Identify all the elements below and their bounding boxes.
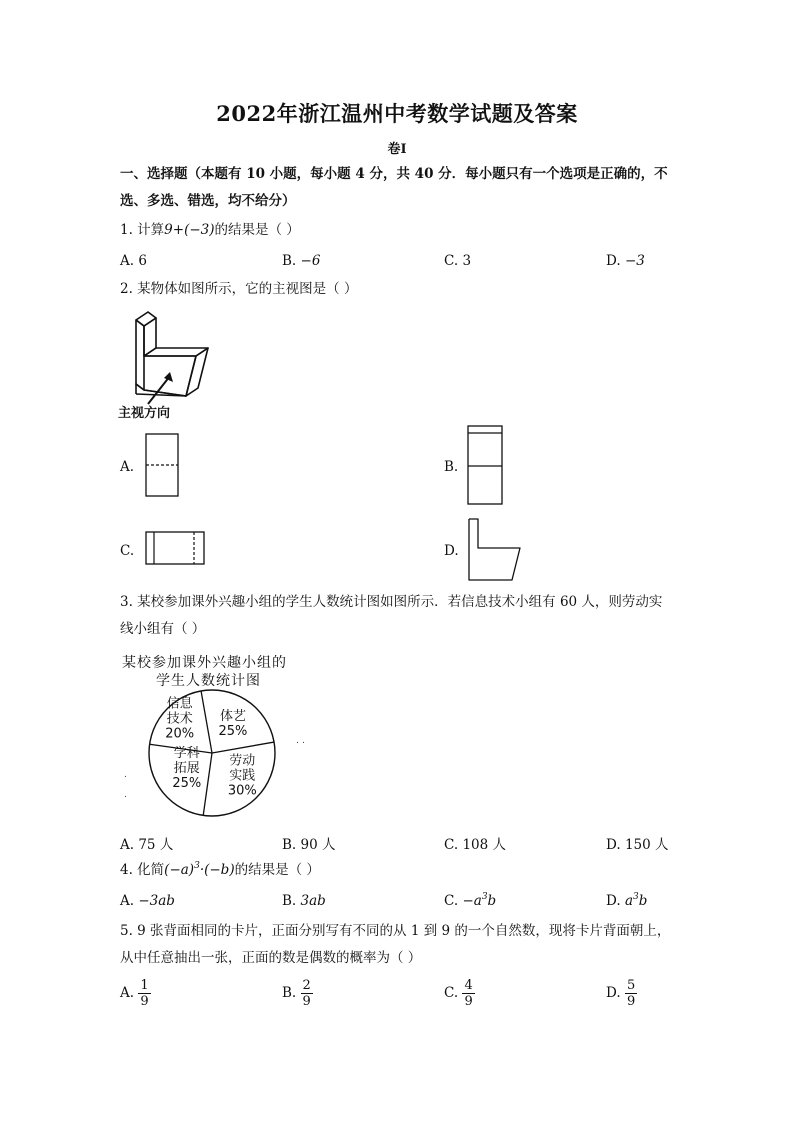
pie-slice-percent: 25% [218, 724, 248, 740]
q5-option-c[interactable] [444, 978, 475, 1009]
q3-option-c[interactable] [444, 833, 506, 853]
pie-slice-percent: 25% [172, 775, 202, 791]
q2-option-b-label[interactable]: B. [444, 459, 459, 475]
option-text: −3 [624, 253, 645, 269]
pie-slice-label: 拓展 [173, 760, 200, 776]
pie-slice-label: 技术 [166, 711, 193, 727]
option-label: D. [606, 893, 621, 909]
q4-expression: $(-a)^3\cdot(-b)$ [164, 861, 235, 878]
option-text: 3 [462, 253, 472, 269]
q2-option-d-figure[interactable] [466, 516, 524, 584]
pie-slice-boundary [212, 742, 274, 753]
q1-option-c[interactable] [444, 253, 471, 269]
q4-option-a[interactable] [120, 893, 175, 909]
option-label: C. [444, 985, 459, 1001]
option-text: 6 [138, 253, 147, 269]
q2-option-c-label[interactable]: C. [120, 543, 135, 559]
page-title: 2022年浙江温州中考数学试题及答案 [216, 101, 578, 126]
fraction: $\frac{5}{9}$ [626, 978, 636, 1009]
option-text: −3ab [138, 893, 175, 909]
option-text: $-a^3b$ [462, 892, 497, 909]
q1-option-b[interactable] [282, 253, 320, 269]
pie-slice-label: 学科 [173, 745, 200, 761]
option-label: A. [120, 985, 135, 1001]
question-3-stem-line1: 3. 某校参加课外兴趣小组的学生人数统计图如图所示．若信息技术小组有 60 人，则劳动实 [120, 594, 663, 610]
option-label: D. [606, 985, 621, 1001]
scan-mark: . [124, 790, 127, 800]
pie-slice-percent: 30% [227, 783, 257, 799]
option-label: B. [282, 893, 297, 909]
option-text: 75 人 [138, 837, 174, 853]
q2-option-d-label[interactable]: D. [444, 543, 459, 559]
q1-option-a[interactable] [120, 253, 147, 269]
option-label: C. [444, 837, 459, 853]
q2-option-b-figure[interactable] [466, 424, 506, 506]
q1-suffix: 的结果是（ ） [214, 222, 300, 238]
q5-option-b[interactable] [282, 978, 313, 1009]
question-4-stem [120, 861, 320, 881]
pie-slice-label: 实践 [229, 768, 256, 784]
option-text: 108 人 [462, 837, 506, 853]
question-2-stem: 2. 某物体如图所示，它的主视图是（ ） [120, 281, 358, 297]
option-label: B. [282, 253, 297, 269]
question-1-stem [120, 221, 300, 239]
option-label: B. [282, 837, 297, 853]
section-heading-line2: 选、多选、错选，均不给分） [120, 193, 296, 209]
q3-option-d[interactable] [606, 833, 669, 853]
pie-slice-label: 体艺 [219, 709, 246, 725]
view-direction-arrow [148, 376, 170, 404]
option-text: 90 人 [300, 837, 336, 853]
q4-option-c[interactable] [444, 893, 496, 909]
scan-mark: . [296, 736, 299, 746]
option-label: A. [120, 837, 135, 853]
q2-figure-caption: 主视方向 [118, 406, 171, 421]
q2-option-a-figure[interactable] [144, 432, 182, 498]
q4-prefix: 4. 化简 [120, 862, 165, 878]
q1-option-d[interactable] [606, 253, 645, 269]
option-text: 150 人 [624, 837, 669, 853]
option-label: C. [444, 893, 459, 909]
option-text: 3ab [300, 893, 326, 909]
q3-option-b[interactable] [282, 833, 336, 853]
pie-chart-title-line1: 某校参加课外兴趣小组的 [122, 655, 287, 671]
pie-chart-title-line2: 学生人数统计图 [156, 673, 261, 689]
question-5-stem-line2: 从中任意抽出一张，正面的数是偶数的概率为（ ） [120, 950, 422, 966]
pie-slice-boundary [201, 691, 212, 753]
pie-slice-boundary [203, 753, 212, 815]
pie-slice-label: 劳动 [229, 753, 256, 769]
q4-option-b[interactable] [282, 893, 326, 909]
option-text: −6 [300, 253, 321, 269]
option-label: D. [606, 253, 621, 269]
option-label: A. [120, 253, 135, 269]
pie-slice-label: 信息 [166, 696, 193, 712]
q2-option-a-label[interactable]: A. [120, 459, 135, 475]
q3-option-a[interactable] [120, 833, 173, 853]
section-heading-line1: 一、选择题（本题有 10 小题，每小题 4 分，共 40 分．每小题只有一个选项是正确的，不 [120, 166, 668, 182]
option-text: $a^3b$ [624, 892, 648, 909]
q4-suffix: 的结果是（ ） [234, 862, 320, 878]
question-5-stem-line1: 5. 9 张背面相同的卡片，正面分别写有不同的从 1 到 9 的一个自然数，现将卡片背面朝上， [120, 923, 671, 939]
pie-chart [124, 685, 320, 825]
q1-prefix: 1. 计算 [120, 222, 165, 238]
volume-label: 卷Ⅰ [387, 142, 407, 157]
question-3-stem-line2: 线小组有（ ） [120, 621, 206, 637]
q4-option-d[interactable] [606, 893, 647, 909]
option-label: A. [120, 893, 135, 909]
option-label: C. [444, 253, 459, 269]
fraction: $\frac{2}{9}$ [302, 978, 311, 1009]
q5-option-a[interactable] [120, 978, 151, 1009]
option-label: B. [282, 985, 297, 1001]
pie-slice-percent: 20% [165, 726, 195, 742]
q5-option-d[interactable] [606, 978, 637, 1009]
option-label: D. [606, 837, 621, 853]
fraction: $\frac{4}{9}$ [464, 978, 473, 1009]
scan-mark: . [124, 770, 127, 780]
scan-mark: . [302, 736, 305, 746]
fraction: $\frac{1}{9}$ [140, 978, 149, 1009]
q2-option-c-figure[interactable] [144, 530, 208, 568]
q1-expression: 9+(−3) [164, 222, 215, 238]
